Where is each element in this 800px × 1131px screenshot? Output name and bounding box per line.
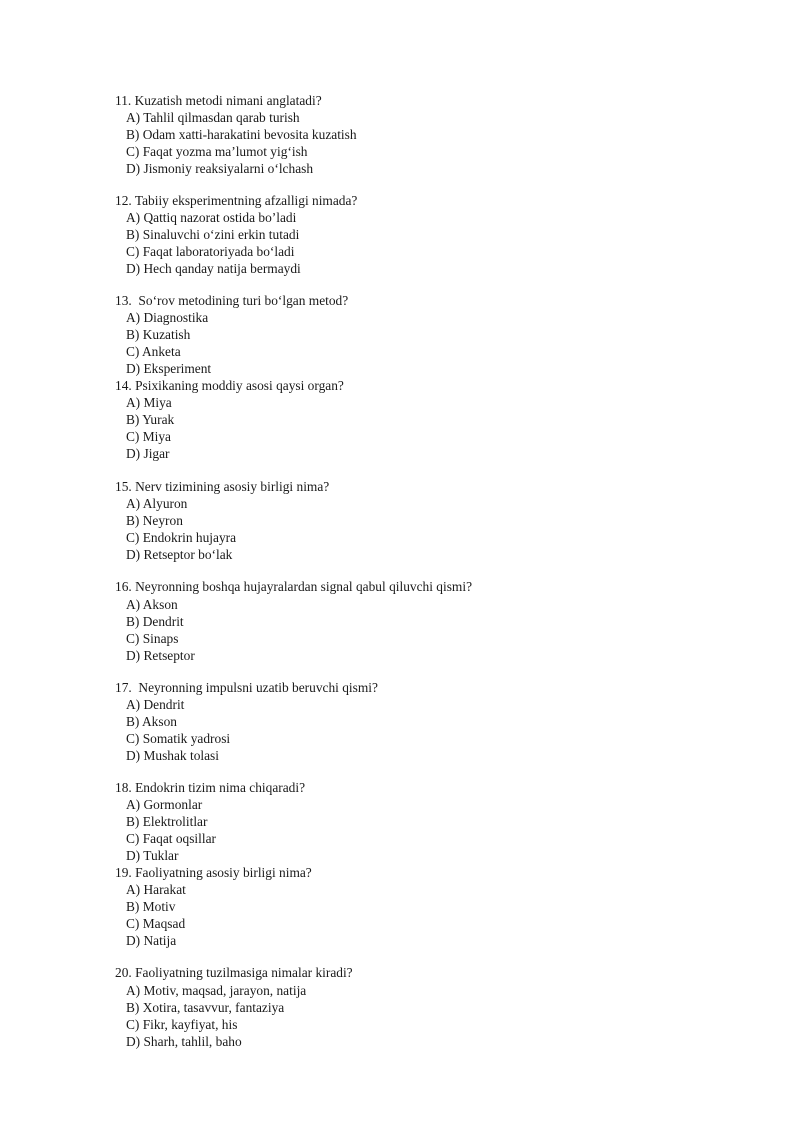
answer-option: B) Dendrit <box>126 614 184 629</box>
answer-option: A) Harakat <box>126 882 186 897</box>
answer-option: D) Mushak tolasi <box>126 748 219 763</box>
answer-option: D) Jigar <box>126 446 170 461</box>
answer-option: C) Endokrin hujayra <box>126 530 237 545</box>
answer-option: C) Faqat oqsillar <box>126 831 217 846</box>
answer-option: B) Odam xatti-harakatini bevosita kuzatish <box>126 127 357 142</box>
answer-option: A) Miya <box>126 395 172 410</box>
answer-option: A) Gormonlar <box>126 797 203 812</box>
answer-option: D) Tuklar <box>126 848 179 863</box>
answer-option: D) Hech qanday natija bermaydi <box>126 261 301 276</box>
question-text: 17. Neyronning impulsni uzatib beruvchi qismi? <box>115 680 378 695</box>
answer-option: A) Motiv, maqsad, jarayon, natija <box>126 983 307 998</box>
answer-option: B) Akson <box>126 714 177 729</box>
answer-option: C) Somatik yadrosi <box>126 731 231 746</box>
answer-option: C) Anketa <box>126 344 181 359</box>
question-text: 14. Psixikaning moddiy asosi qaysi organ? <box>115 378 344 393</box>
answer-option: C) Faqat laboratoriyada bo‘ladi <box>126 244 295 259</box>
answer-option: A) Diagnostika <box>126 310 209 325</box>
answer-option: B) Kuzatish <box>126 327 191 342</box>
answer-option: A) Dendrit <box>126 697 185 712</box>
answer-option: B) Sinaluvchi o‘zini erkin tutadi <box>126 227 300 242</box>
question-text: 18. Endokrin tizim nima chiqaradi? <box>115 780 306 795</box>
question-text: 19. Faoliyatning asosiy birligi nima? <box>115 865 312 880</box>
answer-option: B) Xotira, tasavvur, fantaziya <box>126 1000 285 1015</box>
answer-option: B) Neyron <box>126 513 183 528</box>
answer-option: D) Retseptor bo‘lak <box>126 547 233 562</box>
answer-option: D) Sharh, tahlil, baho <box>126 1034 242 1049</box>
answer-option: B) Motiv <box>126 899 176 914</box>
answer-option: B) Elektrolitlar <box>126 814 208 829</box>
question-text: 13. So‘rov metodining turi bo‘lgan metod? <box>115 293 349 308</box>
answer-option: A) Tahlil qilmasdan qarab turish <box>126 110 300 125</box>
answer-option: C) Fikr, kayfiyat, his <box>126 1017 238 1032</box>
question-text: 11. Kuzatish metodi nimani anglatadi? <box>115 93 322 108</box>
answer-option: B) Yurak <box>126 412 175 427</box>
answer-option: D) Retseptor <box>126 648 195 663</box>
answer-option: A) Akson <box>126 597 178 612</box>
answer-option: D) Jismoniy reaksiyalarni o‘lchash <box>126 161 314 176</box>
answer-option: C) Miya <box>126 429 172 444</box>
answer-option: D) Natija <box>126 933 177 948</box>
answer-option: C) Maqsad <box>126 916 186 931</box>
question-text: 15. Nerv tizimining asosiy birligi nima? <box>115 479 330 494</box>
answer-option: A) Alyuron <box>126 496 188 511</box>
answer-option: A) Qattiq nazorat ostida bo’ladi <box>126 210 297 225</box>
answer-option: D) Eksperiment <box>126 361 212 376</box>
answer-option: C) Sinaps <box>126 631 179 646</box>
question-text: 20. Faoliyatning tuzilmasiga nimalar kiradi? <box>115 965 353 980</box>
answer-option: C) Faqat yozma ma’lumot yig‘ish <box>126 144 308 159</box>
question-text: 12. Tabiiy eksperimentning afzalligi nimada? <box>115 193 358 208</box>
question-text: 16. Neyronning boshqa hujayralardan signal qabul qiluvchi qismi? <box>115 579 473 594</box>
